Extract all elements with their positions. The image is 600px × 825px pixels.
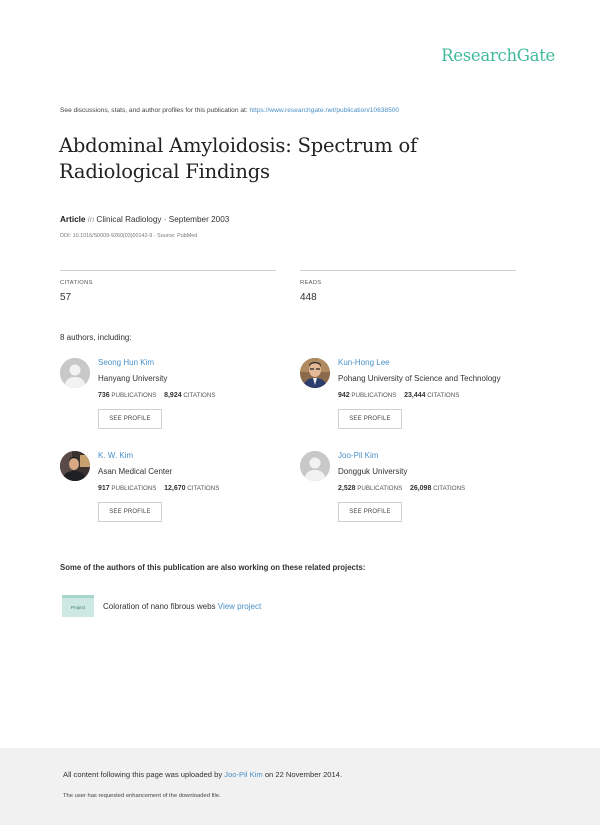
citations-count: 12,670 [164,485,186,492]
see-profile-button[interactable]: SEE PROFILE [338,409,402,429]
publications-label: PUBLICATIONS [351,392,397,399]
see-profile-button[interactable]: SEE PROFILE [98,409,162,429]
publications-count: 917 [98,485,110,492]
article-meta [60,215,229,224]
author-name[interactable]: Joo-Pil Kim [338,451,379,460]
title-line-2: Radiological Findings [59,160,270,183]
uploader-link[interactable]: Joo-Pil Kim [224,770,263,779]
footer [0,748,600,825]
see-profile-button[interactable]: SEE PROFILE [338,502,402,522]
see-profile-button[interactable]: SEE PROFILE [98,502,162,522]
citations-count: 8,924 [164,392,182,399]
author-counts [98,485,219,492]
reads-label: READS [300,280,322,286]
default-avatar-icon[interactable] [60,358,90,388]
citations-value: 57 [60,292,72,303]
author-card [300,358,540,438]
discussion-notice [60,107,399,114]
publications-count: 736 [98,392,110,399]
default-avatar-icon[interactable] [300,451,330,481]
author-counts [98,392,215,399]
project-badge: Project [62,595,94,617]
author-photo[interactable] [60,451,90,481]
enhancement-note: The user has requested enhancement of the downloaded file. [63,793,221,799]
project-title-row [103,602,261,611]
title-line-1: Abdominal Amyloidosis: Spectrum of [59,134,418,157]
citations-label: CITATIONS [427,392,460,399]
article-type: Article [60,215,86,224]
project-title: Coloration of nano fibrous webs [103,602,216,611]
author-card [60,358,300,438]
citations-count: 23,444 [404,392,426,399]
publications-label: PUBLICATIONS [111,485,157,492]
author-name[interactable]: Seong Hun Kim [98,358,155,367]
citations-label: CITATIONS [60,280,93,286]
publications-count: 2,528 [338,485,356,492]
author-institution: Hanyang University [98,374,168,383]
publication-link[interactable]: https://www.researchgate.net/publication/10638500 [249,107,400,114]
journal-date: Clinical Radiology · September 2003 [96,215,230,224]
publications-label: PUBLICATIONS [357,485,403,492]
uploaded-suffix: on 22 November 2014. [264,770,343,779]
reads-stat [300,270,516,303]
author-institution: Dongguk University [338,467,408,476]
publication-title [59,133,499,185]
author-counts [338,485,465,492]
citations-count: 26,098 [409,485,432,492]
reads-value: 448 [300,292,317,303]
citations-stat [60,270,276,303]
author-institution: Pohang University of Science and Technology [338,374,501,383]
authors-heading: 8 authors, including: [60,333,132,342]
in-label: in [87,215,95,224]
author-photo[interactable] [300,358,330,388]
discussion-text: See discussions, stats, and author profiles for this publication at: [60,107,248,114]
view-project-link[interactable]: View project [217,602,262,611]
upload-notice [63,770,342,779]
author-card [60,451,300,531]
publications-label: PUBLICATIONS [111,392,157,399]
author-counts [338,392,459,399]
citations-label: CITATIONS [433,485,466,492]
publications-count: 942 [338,392,350,399]
citations-label: CITATIONS [183,392,216,399]
researchgate-logo[interactable]: ResearchGate [441,46,555,65]
author-card [300,451,540,531]
related-projects-heading: Some of the authors of this publication are also working on these related projects: [60,563,366,572]
uploaded-prefix: All content following this page was uploaded by [63,770,223,779]
citations-label: CITATIONS [187,485,220,492]
author-institution: Asan Medical Center [98,467,173,476]
author-name[interactable]: Kun-Hong Lee [338,358,390,367]
doi-source: DOI: 10.1016/S0009-9260(03)00142-9 · Source: PubMed [60,233,198,239]
author-name[interactable]: K. W. Kim [98,451,134,460]
